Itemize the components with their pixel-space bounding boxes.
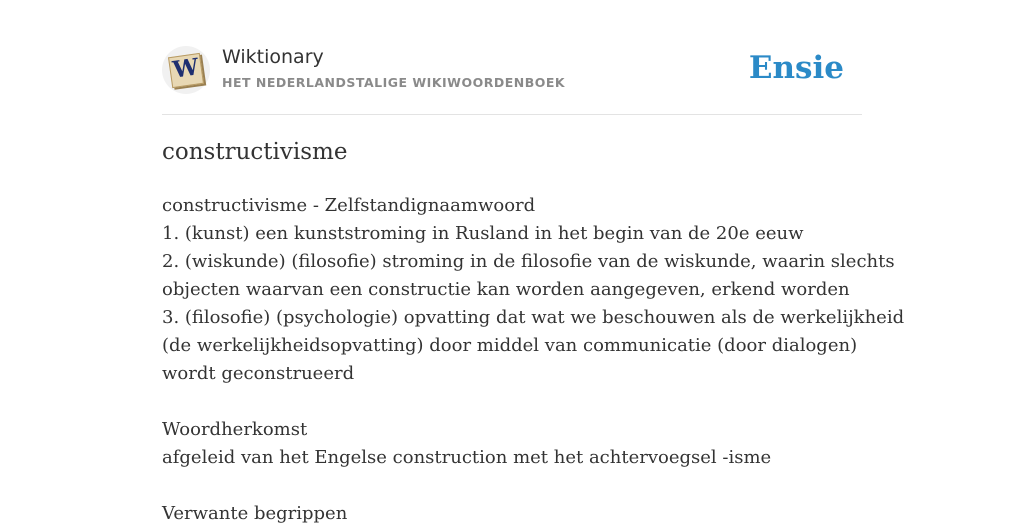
definition-sense: 2. (wiskunde) (filosofie) stroming in de filosofie van de wiskunde, waarin slechts (162, 251, 895, 272)
definition-sense: wordt geconstrueerd (162, 363, 355, 384)
etymology-text: afgeleid van het Engelse construction met het achtervoegsel -isme (162, 447, 772, 468)
related-heading: Verwante begrippen (162, 503, 348, 524)
logo-letter: W (171, 53, 201, 84)
page-title: constructivisme (162, 139, 348, 165)
definition-sense: objecten waarvan een constructie kan worden aangegeven, erkend worden (162, 279, 850, 300)
definition-sense: 1. (kunst) een kunststroming in Rusland in het begin van de 20e eeuw (162, 223, 804, 244)
wiktionary-logo-icon[interactable] (162, 46, 210, 94)
ensie-brand-logo[interactable]: Ensie (748, 50, 844, 86)
site-name[interactable]: Wiktionary (222, 46, 324, 68)
definition-sense: (de werkelijkheidsopvatting) door middel van communicatie (door dialogen) (162, 335, 858, 356)
section-spacer (162, 388, 882, 416)
definition-sense: 3. (filosofie) (psychologie) opvatting dat wat we beschouwen als de werkelijkheid (162, 307, 905, 328)
site-header (162, 44, 862, 115)
site-subtitle: HET NEDERLANDSTALIGE WIKIWOORDENBOEK (222, 75, 566, 90)
article-body (162, 192, 905, 528)
logo-tile (168, 53, 204, 88)
article-content (162, 136, 905, 528)
section-spacer (162, 472, 882, 500)
definition-heading: constructivisme - Zelfstandignaamwoord (162, 195, 536, 216)
etymology-heading: Woordherkomst (162, 419, 308, 440)
